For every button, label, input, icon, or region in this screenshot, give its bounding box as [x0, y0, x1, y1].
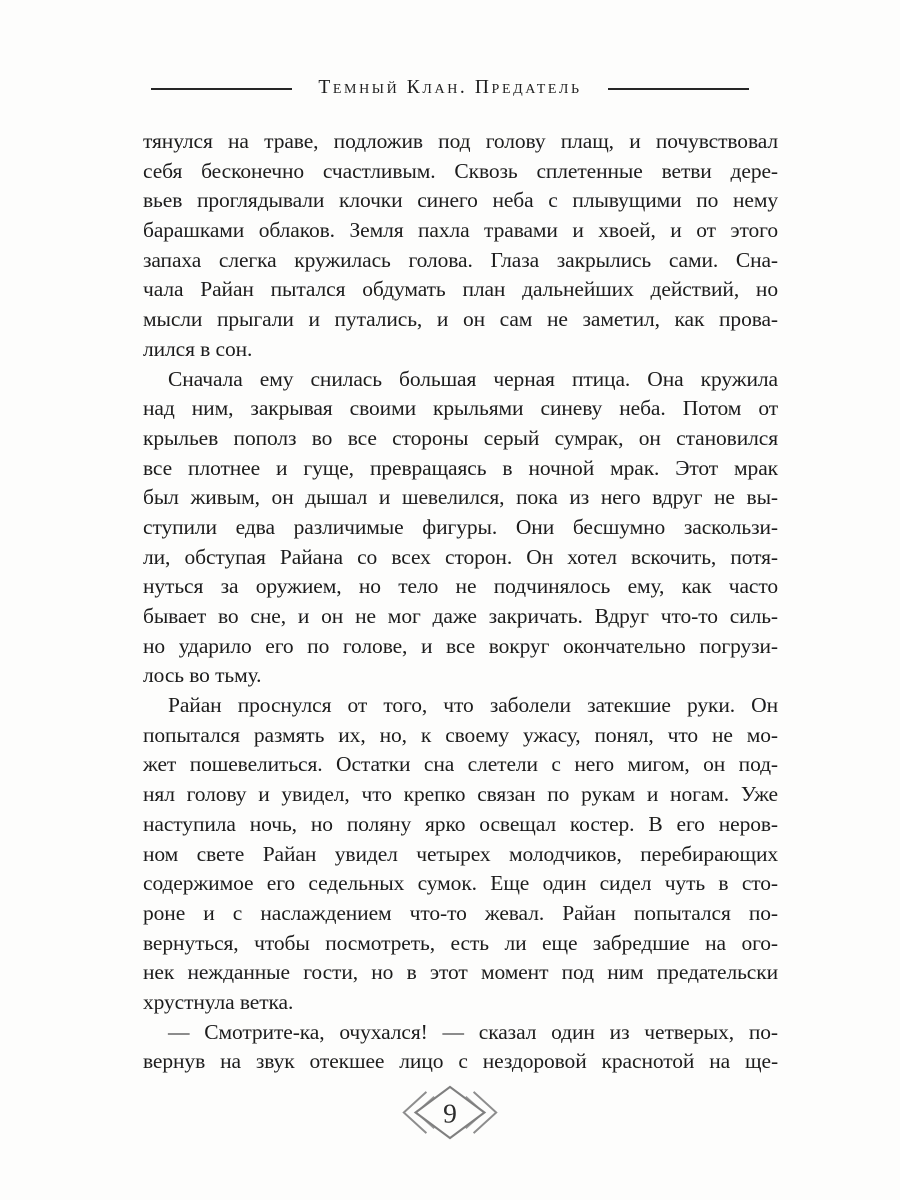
text-line: роне и с наслаждением что-то жевал. Райан попытался по- [143, 900, 778, 925]
body-text [143, 127, 778, 1077]
text-line: над ним, закрывая своими крыльями синеву неба. Потом от [143, 396, 778, 421]
text-line: нял голову и увидел, что крепко связан по рукам и ногам. Уже [143, 782, 778, 807]
running-header [0, 74, 900, 104]
text-line: — Смотрите-ка, очухался! — сказал один из четверых, по- [168, 1019, 778, 1044]
text-line: себя бесконечно счастливым. Сквозь сплетенные ветви дере- [143, 158, 778, 183]
text-line: лился в сон. [143, 336, 253, 361]
text-line: Райан проснулся от того, что заболели затекшие руки. Он [168, 693, 778, 718]
text-line: все плотнее и гуще, превращаясь в ночной мрак. Этот мрак [143, 455, 778, 480]
header-rule-left [151, 88, 292, 90]
text-line: барашками облаков. Земля пахла травами и хвоей, и от этого [143, 218, 778, 243]
text-line: вьев проглядывали клочки синего неба с плывущими по нему [143, 188, 778, 213]
text-line: ступили едва различимые фигуры. Они бесшумно заскользи- [143, 514, 778, 539]
paragraph [143, 365, 778, 692]
book-title: Темный Клан. Предатель [318, 77, 582, 99]
text-line: тянулся на траве, подложив под голову плащ, и почувствовал [143, 129, 778, 153]
text-line: чала Райан пытался обдумать план дальнейших действий, но [143, 277, 778, 302]
text-line: хрустнула ветка. [143, 989, 294, 1014]
page-footer [0, 1082, 900, 1143]
text-line: был живым, он дышал и шевелился, пока из него вдруг не вы- [143, 485, 778, 510]
text-line: Сначала ему снилась большая черная птица. Она кружила [168, 366, 778, 391]
text-line: запаха слегка кружилась голова. Глаза закрылись сами. Сна- [143, 247, 778, 272]
text-line: вернув на звук отекшее лицо с нездоровой краснотой на ще- [143, 1049, 778, 1074]
text-line: содержимое его седельных сумок. Еще один сидел чуть в сто- [143, 871, 778, 896]
paragraph [143, 127, 778, 365]
text-line: нек нежданные гости, но в этот момент под ним предательски [143, 960, 778, 985]
text-line: наступила ночь, но поляну ярко освещал костер. В его неров- [143, 811, 778, 836]
text-line: вернуться, чтобы посмотреть, есть ли еще забредшие на ого- [143, 930, 778, 955]
text-line: нуться за оружием, но тело не подчинялось ему, как часто [143, 574, 778, 599]
text-line: жет пошевелиться. Остатки сна слетели с него мигом, он под- [143, 752, 778, 777]
text-line: крыльев пополз во все стороны серый сумрак, он становился [143, 425, 778, 450]
page-number-ornament [391, 1082, 509, 1143]
text-line: попытался размять их, но, к своему ужасу, понял, что не мо- [143, 722, 778, 747]
text-line: ном свете Райан увидел четырех молодчиков, перебирающих [143, 841, 778, 866]
text-line: мысли прыгали и путались, и он сам не заметил, как прова- [143, 307, 778, 332]
header-rule-right [608, 88, 749, 90]
text-line: ли, обступая Райана со всех сторон. Он хотел вскочить, потя- [143, 544, 778, 569]
text-line: лось во тьму. [143, 663, 262, 688]
text-line: бывает во сне, и он не мог даже закричать. Вдруг что-то силь- [143, 604, 778, 628]
text-line: но ударило его по голове, и все вокруг окончательно погрузи- [143, 633, 778, 658]
paragraph [143, 1018, 778, 1077]
page-number: 9 [443, 1097, 457, 1129]
paragraph [143, 691, 778, 1018]
